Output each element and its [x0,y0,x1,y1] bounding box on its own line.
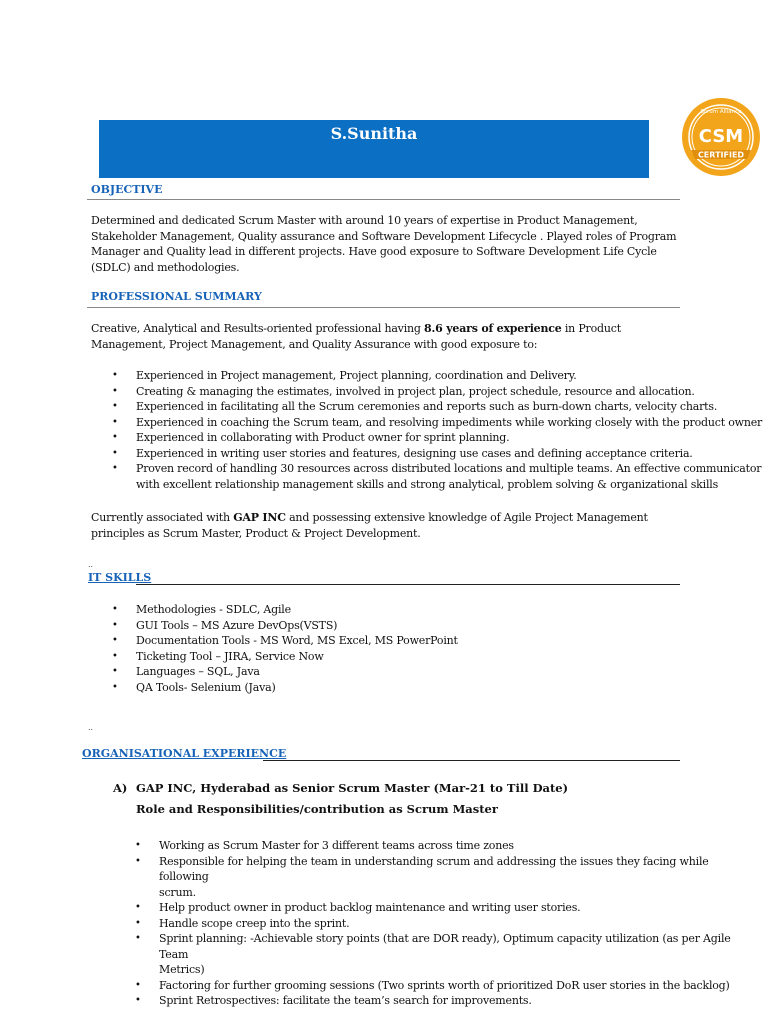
role-heading: Role and Responsibilities/contribution as Scrum Master [136,802,498,816]
list-item: • Help product owner in product backlog maintenance and writing user stories. [159,900,759,916]
current-employer-text: Currently associated with GAP INC and possessing extensive knowledge of Agile Project Management principles as Scrum Master, Product & Project Development. [91,511,648,540]
summary-bullet-list [136,368,766,492]
badge-main-text: CSM [698,126,744,147]
list-item: • Working as Scrum Master for 3 different teams across time zones [159,838,759,854]
job-title: GAP INC, Hyderabad as Senior Scrum Master (Mar-21 to Till Date) [136,781,569,795]
list-item: • Experienced in Project management, Project planning, coordination and Delivery. [136,368,766,384]
it-skills-divider [136,584,680,585]
badge-ribbon-text: CERTIFIED [697,150,745,160]
list-item: • Experienced in writing user stories and features, designing use cases and defining acceptance criteria. [136,446,766,462]
section-title-professional-summary: PROFESSIONAL SUMMARY [91,290,262,303]
list-item: • Experienced in facilitating all the Scrum ceremonies and reports such as burn-down charts, velocity charts. [136,399,766,415]
list-item: • GUI Tools – MS Azure DevOps(VSTS) [136,618,736,634]
list-item: • Experienced in coaching the Scrum team, and resolving impediments while working closely with the product owner [136,415,766,431]
csm-badge-icon [675,96,767,178]
stray-mark: .. [88,723,94,732]
csm-certified-badge [675,96,767,178]
list-item: • Responsible for helping the team in understanding scrum and addressing the issues they facing while following scrum. [159,854,759,901]
list-item: • QA Tools- Selenium (Java) [136,680,736,696]
section-title-organisational-experience: ORGANISATIONAL EXPERIENCE [82,747,287,760]
badge-top-text: Scrum Alliance [700,109,742,115]
list-item: • Methodologies - SDLC, Agile [136,602,736,618]
list-item: • Factoring for further grooming sessions (Two sprints worth of prioritized DoR user stories in the backlog) [159,978,759,994]
responsibilities-list [159,838,759,1009]
list-item: • Sprint planning: -Achievable story points (that are DOR ready), Optimum capacity utilization (as per Agile Team Metrics) [159,931,759,978]
candidate-name: S.Sunitha [330,124,418,143]
summary-divider [87,307,680,308]
objective-text: Determined and dedicated Scrum Master with around 10 years of expertise in Product Management, Stakeholder Management, Quality assurance and Software Development Lifecycle . Played roles of Program Manager and Quality lead in different projects. Have good exposure to Software Development Life Cycle (SDLC) and methodologies. [91,214,677,274]
it-skills-list [136,602,736,695]
list-item: • Experienced in collaborating with Product owner for sprint planning. [136,430,766,446]
stray-mark: .. [88,560,94,569]
list-item: • Creating & managing the estimates, involved in project plan, project schedule, resource and allocation. [136,384,766,400]
list-item: • Ticketing Tool – JIRA, Service Now [136,649,736,665]
job-marker: A) [113,781,128,795]
section-title-objective: OBJECTIVE [91,183,163,196]
list-item: • Sprint Retrospectives: facilitate the team’s search for improvements. [159,993,759,1009]
list-item: • Documentation Tools - MS Word, MS Excel, MS PowerPoint [136,633,736,649]
experience-divider [263,760,680,761]
list-item: • Languages – SQL, Java [136,664,736,680]
list-item: • Handle scope creep into the sprint. [159,916,759,932]
list-item: • Proven record of handling 30 resources across distributed locations and multiple teams. An effective communicator with excellent relationship management skills and strong analytical, problem solving & organizational skills [136,461,766,492]
summary-intro: Creative, Analytical and Results-oriented professional having 8.6 years of experience in Product Management, Project Management, and Quality Assurance with good exposure to: [91,322,621,351]
section-title-it-skills: IT SKILLS [88,571,152,584]
objective-divider [87,199,680,200]
